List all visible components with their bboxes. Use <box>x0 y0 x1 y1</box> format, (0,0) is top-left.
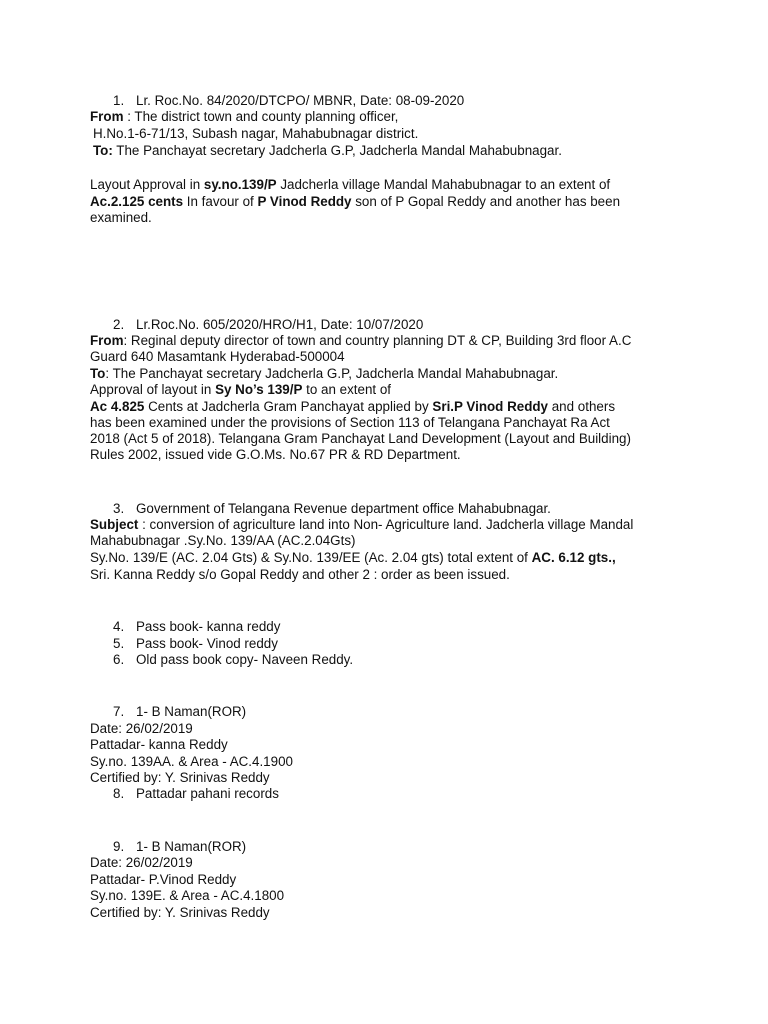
item-number: 6. <box>113 652 125 667</box>
survey-line: Sy.no. 139E. & Area - AC.4.1800 <box>90 888 285 903</box>
date-line: Date: 26/02/2019 <box>90 855 193 870</box>
date-line: Date: 26/02/2019 <box>90 721 193 736</box>
address-line: Guard 640 Masamtank Hyderabad-500004 <box>90 349 345 364</box>
from-line: From: Reginal deputy director of town and country planning DT & CP, Building 3rd floor A.C <box>90 333 632 348</box>
item-number: 1. <box>113 93 125 108</box>
item-number: 2. <box>113 317 125 332</box>
letter-ref: Lr. Roc.No. 84/2020/DTCPO/ MBNR, Date: 08-09-2020 <box>136 93 465 108</box>
item-number: 7. <box>113 704 125 719</box>
to-line: To: The Panchayat secretary Jadcherla G.P, Jadcherla Mandal Mahabubnagar. <box>90 366 559 381</box>
pattadar-line: Pattadar- P.Vinod Reddy <box>90 872 237 887</box>
item-text: 1- B Naman(ROR) <box>136 704 247 719</box>
address-line: H.No.1-6-71/13, Subash nagar, Mahabubnagar district. <box>93 126 419 141</box>
item-text: Government of Telangana Revenue department office Mahabubnagar. <box>136 501 551 516</box>
letter-ref: Lr.Roc.No. 605/2020/HRO/H1, Date: 10/07/2020 <box>136 317 424 332</box>
paragraph-line: Sri. Kanna Reddy s/o Gopal Reddy and other 2 : order as been issued. <box>90 567 510 582</box>
paragraph-line: Ac 4.825 Cents at Jadcherla Gram Panchayat applied by Sri.P Vinod Reddy and others <box>90 399 616 414</box>
paragraph-line: Mahabubnagar .Sy.No. 139/AA (AC.2.04Gts) <box>90 533 356 548</box>
item-number: 4. <box>113 619 125 634</box>
item-text: 1- B Naman(ROR) <box>136 839 247 854</box>
paragraph-line: Ac.2.125 cents In favour of P Vinod Reddy son of P Gopal Reddy and another has been <box>90 194 621 209</box>
certified-line: Certified by: Y. Srinivas Reddy <box>90 770 270 785</box>
item-number: 5. <box>113 636 125 651</box>
certified-line: Certified by: Y. Srinivas Reddy <box>90 905 270 920</box>
paragraph-line: examined. <box>90 210 152 225</box>
item-text: Old pass book copy- Naveen Reddy. <box>136 652 354 667</box>
from-line: From : The district town and county planning officer, <box>90 109 399 124</box>
survey-line: Sy.no. 139AA. & Area - AC.4.1900 <box>90 754 293 769</box>
subject-line: Subject : conversion of agriculture land into Non- Agriculture land. Jadcherla village Mandal <box>90 517 634 532</box>
paragraph-line: Approval of layout in Sy No’s 139/P to an extent of <box>90 382 391 397</box>
item-number: 9. <box>113 839 125 854</box>
item-text: Pass book- kanna reddy <box>136 619 281 634</box>
paragraph-line: Layout Approval in sy.no.139/P Jadcherla village Mandal Mahabubnagar to an extent of <box>90 177 611 192</box>
item-text: Pass book- Vinod reddy <box>136 636 278 651</box>
item-text: Pattadar pahani records <box>136 786 279 801</box>
pattadar-line: Pattadar- kanna Reddy <box>90 737 228 752</box>
item-number: 3. <box>113 501 125 516</box>
paragraph-line: 2018 (Act 5 of 2018). Telangana Gram Panchayat Land Development (Layout and Building) <box>90 431 631 446</box>
paragraph-line: Sy.No. 139/E (AC. 2.04 Gts) & Sy.No. 139/EE (Ac. 2.04 gts) total extent of AC. 6.12 gts., <box>90 550 616 565</box>
to-line: To: The Panchayat secretary Jadcherla G.P, Jadcherla Mandal Mahabubnagar. <box>93 143 562 158</box>
item-number: 8. <box>113 786 125 801</box>
paragraph-line: has been examined under the provisions of Section 113 of Telangana Panchayat Ra Act <box>90 415 610 430</box>
paragraph-line: Rules 2002, issued vide G.O.Ms. No.67 PR & RD Department. <box>90 447 461 462</box>
